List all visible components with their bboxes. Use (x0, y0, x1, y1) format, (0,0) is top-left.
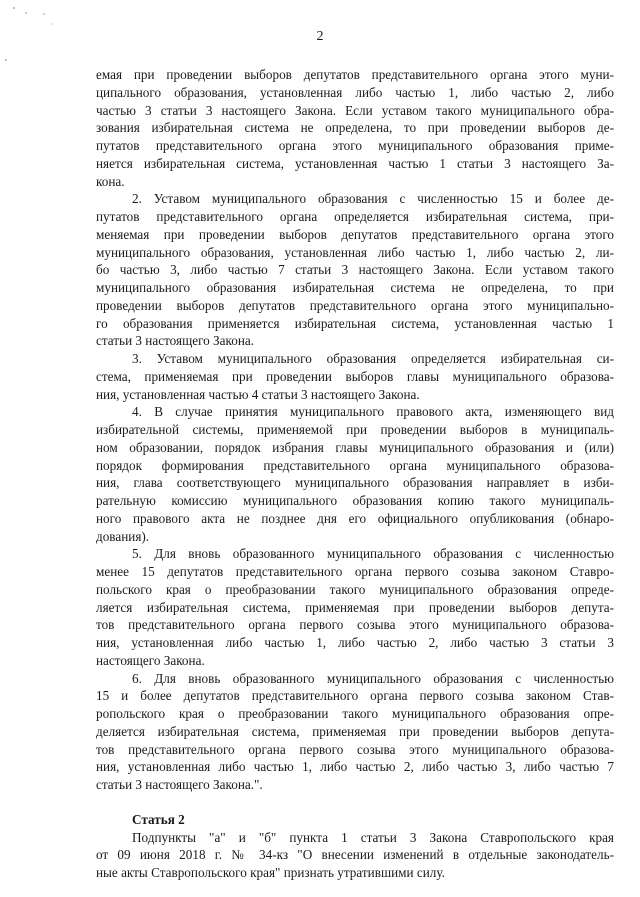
text-line: 6. Для вновь образованного муниципального образования с численностью (132, 670, 614, 686)
text-line: 3. Уставом муниципального образования определяется избирательная си- (132, 351, 614, 366)
text-line: польского края о преобразовании такого муниципального образования опреде- (96, 581, 614, 597)
text-line: ния, установленная либо частью 1, либо частью 2, либо частью 3, либо частью 7 (96, 759, 614, 775)
text-line: статьи 3 настоящего Закона.". (96, 777, 263, 792)
text-line: настоящего Закона. (96, 652, 205, 668)
article-heading: Статья 2 (132, 811, 185, 827)
text-line: ния, глава соответствующего муниципального образования направляет в изби- (96, 475, 614, 491)
text-line: 15 и более депутатов представительного органа первого созыва законом Став- (96, 688, 614, 704)
text-line: ляется избирательная система, применяемая при проведении выборов депута- (96, 599, 614, 615)
text-line: муниципального образования избирательная система не определена, то при (96, 280, 614, 295)
document-body (96, 66, 614, 882)
text-line: от 09 июня 2018 г. № 34-кз "О внесении изменений в отдельные законодатель- (96, 847, 614, 863)
text-line: меняемая при проведении выборов депутатов представительного органа этого (96, 226, 614, 242)
text-line: емая при проведении выборов депутатов представительного органа этого муни- (96, 67, 614, 82)
paragraph (96, 350, 614, 403)
paragraph (96, 403, 614, 545)
paragraph (96, 66, 614, 190)
text-line: Подпункты "а" и "б" пункта 1 статьи 3 Закона Ставропольского края (132, 829, 614, 845)
text-line: ния, установленная частью 4 статьи 3 настоящего Закона. (96, 386, 420, 402)
text-line: 2. Уставом муниципального образования с численностью 15 и более де- (132, 191, 614, 207)
text-line: дования). (96, 528, 150, 544)
text-line: статьи 3 настоящего Закона. (96, 333, 255, 349)
text-line: ные акты Ставропольского края" признать утратившими силу. (96, 865, 445, 880)
text-line: ного правового акта не позднее дня его официального опубликования (обнаро- (96, 510, 614, 526)
text-line: путатов представительного органа определяется избирательная система, при- (96, 209, 614, 224)
text-line: стема, применяемая при проведении выборов главы муниципального образова- (96, 368, 614, 384)
text-line: ципального образования, установленная либо частью 1, либо частью 2, либо (96, 84, 614, 100)
text-line: деляется избирательная система, применяемая при проведении выборов депута- (96, 723, 614, 739)
text-line: менее 15 депутатов представительного органа первого созыва законом Ставро- (96, 564, 614, 579)
text-line: зования избирательная система не определена, то при проведении выборов де- (96, 120, 614, 136)
text-line: кона. (96, 173, 125, 189)
section-gap (96, 794, 614, 811)
text-line: тов представительного органа первого созыва этого муниципального образова- (96, 741, 614, 757)
text-line: го образования применяется избирательная система, установленная частью 1 (96, 315, 614, 331)
text-line: путатов представительного органа этого муниципального образования приме- (96, 138, 614, 153)
text-line: проведении выборов депутатов представительного органа этого муниципально- (96, 297, 614, 313)
text-line: муниципального образования, установленная либо частью 1, либо частью 2, ли- (96, 244, 614, 260)
page-number: 2 (316, 29, 324, 44)
article-paragraph (96, 829, 614, 882)
text-line: рательную комиссию муниципального образования копию такого муниципаль- (96, 493, 614, 508)
text-line: частью 3 статьи 3 настоящего Закона. Если уставом такого муниципального обра- (96, 102, 614, 118)
text-line: тов представительного органа первого созыва этого муниципального образова- (96, 617, 614, 633)
text-line: избирательной системы, применяемой при проведении выборов в муниципаль- (96, 422, 614, 437)
text-line: няется избирательная система, установленная частью 1 статьи 3 настоящего За- (96, 155, 614, 171)
text-line: ном образовании, порядок избрания главы муниципального образования и (или) (96, 439, 614, 455)
text-line: ропольского края о преобразовании такого муниципального образования опре- (96, 706, 614, 721)
text-line: 4. В случае принятия муниципального правового акта, изменяющего вид (132, 404, 614, 420)
text-line: бо частью 3, либо частью 7 статьи 3 настоящего Закона. Если уставом такого (96, 262, 614, 278)
text-line: ния, установленная либо частью 1, либо частью 2, либо частью 3 статьи 3 (96, 635, 614, 650)
paragraph (96, 670, 614, 794)
text-line: порядок формирования представительного органа муниципального образова- (96, 457, 614, 473)
paragraph (96, 190, 614, 350)
paragraph (96, 545, 614, 669)
text-line: 5. Для вновь образованного муниципального образования с численностью (132, 546, 614, 562)
